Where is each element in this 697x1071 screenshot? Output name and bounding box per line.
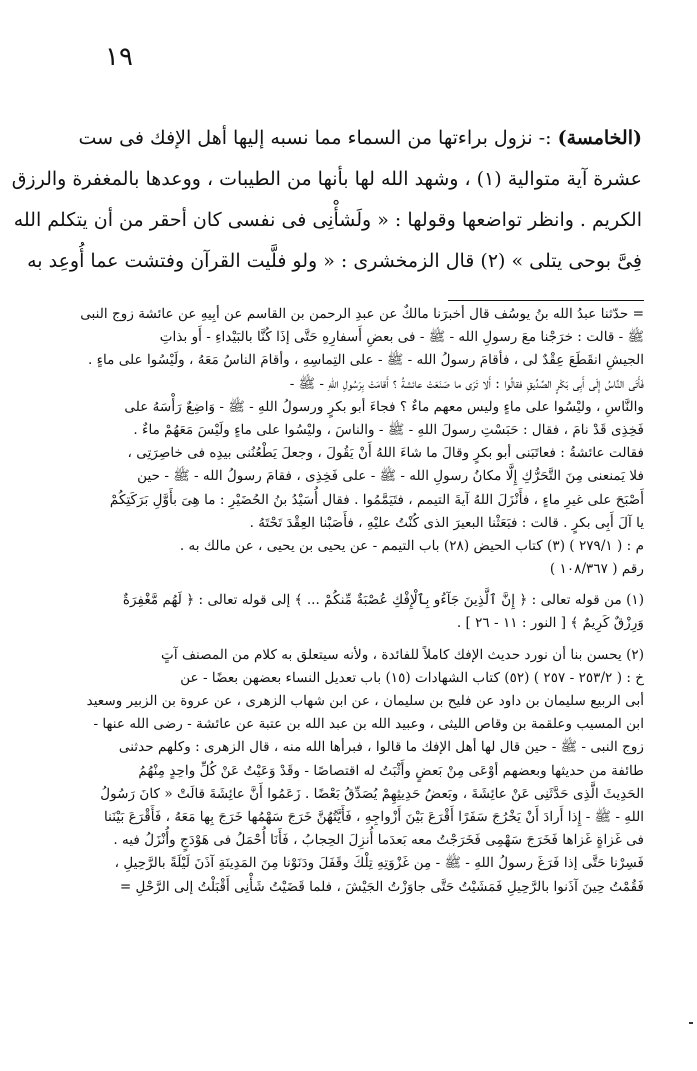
footnote-line: فقالت عائشةُ : فعاتَبَنى أبو بكرٍ وقالَ ما شاءَ اللهُ أَنْ يَقُولَ ، وجعلَ يَطْعُنُنى بيدِه فى خاصِرَتِى ، [127,445,644,462]
main-text-line [62,118,642,159]
footnote-line: يا آلَ أَبِى بكرٍ . قالت : فبَعَثْنا البعيرَ الذى كُنْتُ عليْهِ ، فأَصَبْنا العِقْدَ تَحْتَهُ . [249,514,644,531]
footnote-separator [448,300,644,301]
footnote-line: (١) من قوله تعالى : ﴿ إِنَّ ٱلَّذِينَ جَآءُو بِٱلْإِفْكِ عُصْبَةٌ مِّنكُمْ ... ﴾ إلى قوله تعالى : ﴿ لَهُم مَّغْفِرَةٌ [122,592,644,609]
footnote-line: فى غَزاةٍ غَزاها فَخَرَجَ سَهْمِى فَخَرَجْتُ معه بَعدَما أُنزِلَ الحِجابُ ، فَأَنَا أُحْمَلُ فى هَوْدَجٍ وأُنْزَلُ فيه . [113,832,644,849]
main-text-line-part: :- نزول براءتها من السماء مما نسبه إليها أهل الإفك فى ست [78,127,552,149]
footnote-line: ﷺ - قالت : خرَجْنا معَ رسولِ الله - ﷺ - فى بعضِ أَسفارِهِ حَتَّى إذَا كُنَّا بالبَيْداءِ - أَو بذاتِ [159,329,644,346]
footnote-line: اللهِ - ﷺ - إِذا أَرادَ أَنْ يَخْرُجَ سَفَرًا أَقْرَعَ بَيْنَ أَزْواجِهِ ، فَأَيَّتُهُنَّ خَرَجَ سَهْمُها خَرَجَ بِها مَعَهُ ، فَأَقْرَعَ بَيْنَنا [104,808,644,825]
footnote-line: فَسِرْنا حَتَّى إذا فَرَغَ رسولُ اللهِ - ﷺ - مِن غَزْوَتِهِ تِلْكَ وقَفَلَ ودَنَوْنا مِنَ المَدِينَةِ آذَنَ لَيْلَةً بالرَّحِيلِ ، [114,855,644,872]
footnote-line: ابن المسيب وعلقمة بن وقاص الليثى ، وعبيد الله بن عبد الله بن عتبة عن عائشة - رضى الله عنها - [93,716,644,733]
section-label: (الخامسة) [557,127,642,149]
main-text-line: الكريم . وانظر تواضعها وقولها : « ولَشأْنِى فى نفسى كان أحقر من أن يتكلم الله [13,209,642,231]
footnote-line: والنَّاسِ ، وليْسُوا على ماءٍ وليس معهم ماءٌ ؟ فجاءَ أبو بكرٍ ورسولُ اللهِ - ﷺ - وَاضِعٌ رَأْسَهُ على [124,398,644,415]
footnote-line: رقم ( ١٠٨/٣٦٧ ) [549,561,644,578]
footnote-line: فلا يَمنعنى مِنَ التَّحَرُّكِ إِلَّا مكانُ رسولِ الله - ﷺ - على فَخِذِى ، فقامَ رسولُ الله - ﷺ - حين [137,468,644,485]
footnote-line: فَقُمْتُ حِينَ آذَنوا بالرَّحِيلِ فَمَشَيْتُ حَتَّى جاوَزْتُ الجَيْشَ ، فلما قَضَيْتُ شَأْنِى أَقْبَلْتُ إلى الرَّحْلِ = [119,878,644,895]
footnote-line: الحَدِيثَ الَّذِى حَدَّثَنِى عَنْ عائِشَةَ ، وبَعضُ حَدِيثِهِمْ يُصَدِّقُ بَعْضًا . زَعَمُوا أَنَّ عائِشَةَ قالَتْ « كانَ رَسُولُ [100,785,644,802]
footnote-line: وَرِزْقٌ كَرِيمٌ ﴾ [ النور : ١١ - ٢٦ ] . [456,615,644,632]
page-number: ١٩ [105,42,133,72]
footnote-line: (٢) يحسن بنا أن نورد حديث الإفك كاملاً للفائدة ، ولأنه سيتعلق به كلام من المصنف آتٍ [161,646,644,663]
page-edge-mark [689,1022,693,1024]
main-text-line: فِىَّ بوحى يتلى » (٢) قال الزمخشرى : « ولو فلَّيت القرآن وفتشت عما أُوعِد به [27,250,642,272]
footnote-line: = حدّثنا عبدُ الله بنُ يوسُف قال أخبرَنا مالكٌ عن عبدِ الرحمن بن القاسم عن أبِيهِ عن عائشة زوج النبى [80,306,644,322]
main-text [11,118,642,282]
footnote-line: زوج النبى - ﷺ - حين قال لها أهل الإفك ما قالوا ، فبرأها الله منه ، قال الزهرى : وكلهم حدثنى [118,739,644,756]
main-text-line: عشرة آية متوالية (١) ، وشهد الله لها بأنها من الطيبات ، ووعدها بالمغفرة والرزق [11,168,642,190]
footnote-line: أبى الربيع سليمان بن داود عن فليح بن سليمان ، عن ابن شهاب الزهرى ، عن عروة بن الزبير وسعيد [86,693,644,709]
footnote-line: أَصْبَحَ على غيرِ ماءٍ ، فأَنْزَلَ اللهُ آيةَ التيمم ، فتَيَمَّمُوا . فقال أُسَيْدُ بنُ الحُضَيْرِ : ما هِىَ بأَوَّلِ بَرَكَتِكُمْ [109,491,644,508]
footnote-line: فَأَتَى النَّاسُ إِلَى أَبِى بَكْرٍ الصِّدِّيقِ فقالُوا : أَلا تَرَى ما صَنَعَتْ عائشةُ ؟ أَقامَتْ بِرَسُولِ اللهِ - ﷺ - [289,375,644,392]
footnote-line: طائفة من حديثها وبعضهم أوْعَى مِنْ بَعضٍ وأَثْبَتُ له اقتصاصًا - وقَدْ وَعَيْتُ عَنْ كُلِّ واحِدٍ مِنْهُمُ [138,762,644,779]
footnote-gap [60,636,644,644]
footnote-line: خ : ( ٢٥٣/٢ - ٢٥٧ ) (٥٢) كتاب الشهادات (١٥) باب تعديل النساء بعضهن بعضًا - عن [180,669,644,686]
footnote-gap [60,581,644,589]
footnotes [60,303,644,899]
footnote-line: الجيشِ انقَطَعَ عِقْدٌ لى ، فأقامَ رسولُ الله - ﷺ - على التِماسِهِ ، وأقامَ الناسُ مَعَهُ ، ولَيْسُوا على ماءٍ . [87,352,644,369]
footnote-line: م : ( ٢٧٩/١ ) (٣) كتاب الحيض (٢٨) باب التيمم - عن يحيى بن يحيى ، عن مالك به . [179,537,644,554]
footnote-line: فَخِذِى قَدْ نامَ ، فقال : حَبَسْتِ رسولَ اللهِ - ﷺ - والناسَ ، وليْسُوا على ماءٍ ولَيْسَ مَعَهُمْ ماءٌ . [133,421,644,438]
